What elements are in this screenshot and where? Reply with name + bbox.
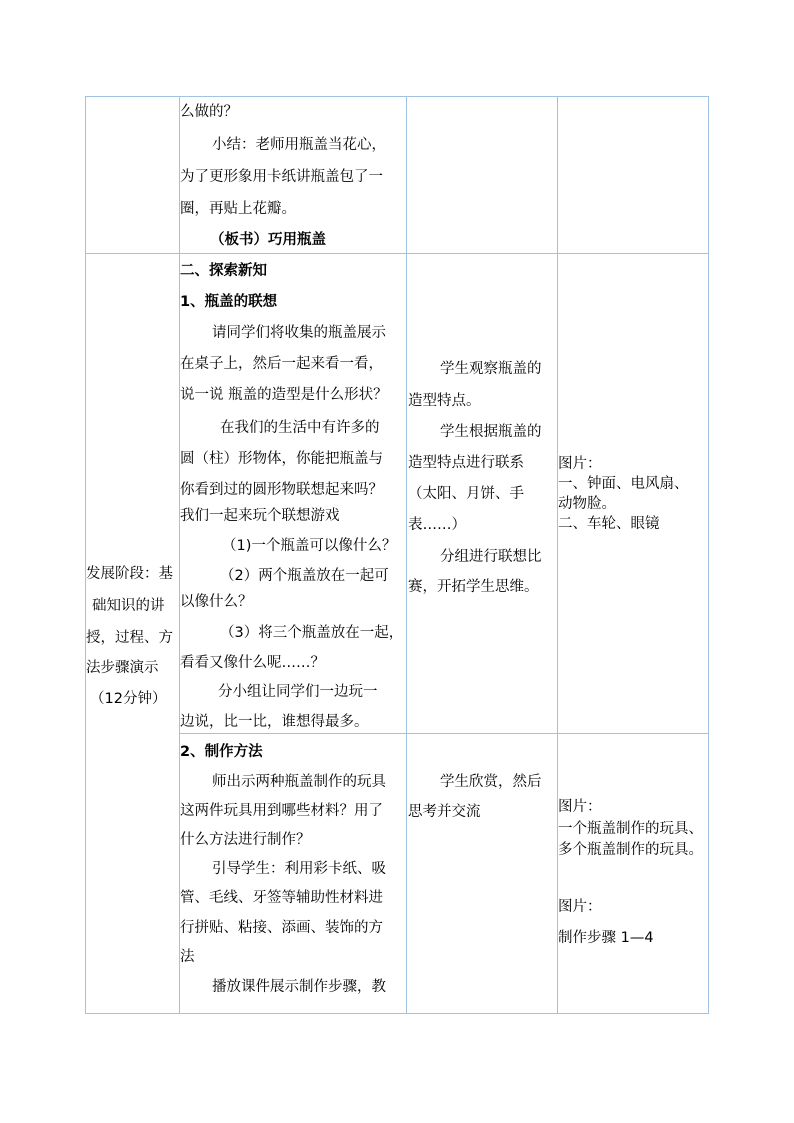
- column-divider-1: [179, 96, 180, 1014]
- content-line: 你看到过的圆形物联想起来吗？: [180, 482, 383, 498]
- blackboard-title: （板书）巧用瓶盖: [210, 232, 326, 248]
- content-line: 以像什么？: [180, 594, 253, 610]
- student-activity-line: 分组进行联想比: [440, 549, 542, 565]
- content-line: 圆（柱）形物体，你能把瓶盖与: [180, 451, 383, 467]
- stage-label: 发展阶段：基: [86, 566, 173, 582]
- media-line: 一、钟面、电风扇、: [558, 476, 689, 492]
- content-line: 播放课件展示制作步骤，教: [212, 979, 386, 995]
- content-line: 法: [180, 949, 195, 965]
- media-line: 一个瓶盖制作的玩具、: [558, 821, 703, 837]
- content-line: （1)一个瓶盖可以像什么？: [222, 538, 397, 554]
- media-line: 图片：: [558, 799, 602, 815]
- student-activity-line: （太阳、月饼、手: [408, 486, 524, 502]
- subsection-heading: 1、瓶盖的联想: [180, 294, 278, 310]
- content-line: 小结：老师用瓶盖当花心，: [212, 137, 386, 153]
- content-line: 我们一起来玩个联想游戏: [180, 508, 340, 524]
- content-line: 分小组让同学们一边玩一: [218, 684, 378, 700]
- student-activity-line: 造型特点进行联系: [408, 455, 524, 471]
- stage-label: 授，过程、方: [86, 630, 173, 646]
- content-line: 这两件玩具用到哪些材料？用了: [180, 803, 383, 819]
- media-line: 图片：: [558, 456, 602, 472]
- student-activity-line: 赛，开拓学生思维。: [408, 579, 539, 595]
- column-divider-3: [557, 96, 558, 1014]
- media-line: 动物脸。: [558, 496, 616, 512]
- content-line: （2）两个瓶盖放在一起可: [220, 568, 389, 584]
- content-line: （3）将三个瓶盖放在一起，: [220, 625, 404, 641]
- content-line: 在我们的生活中有许多的: [220, 420, 380, 436]
- section-heading: 二、探索新知: [180, 263, 267, 279]
- student-activity-line: 思考并交流: [408, 804, 481, 820]
- student-activity-line: 学生根据瓶盖的: [440, 424, 542, 440]
- student-activity-line: 造型特点。: [408, 393, 481, 409]
- student-activity-line: 学生欣赏，然后: [440, 774, 542, 790]
- subsection-heading: 2、制作方法: [180, 744, 263, 760]
- table-border-right: [708, 96, 709, 1014]
- content-line: 为了更形象用卡纸讲瓶盖包了一: [180, 169, 383, 185]
- stage-duration: （12分钟）: [90, 691, 167, 707]
- content-line: 管、毛线、牙签等辅助性材料进: [180, 890, 383, 906]
- content-line: 么做的？: [180, 104, 238, 120]
- content-line: 行拼贴、粘接、添画、装饰的方: [180, 920, 383, 936]
- content-line: 圈，再贴上花瓣。: [180, 201, 296, 217]
- student-activity-line: 学生观察瓶盖的: [440, 361, 542, 377]
- table-border-left: [85, 96, 86, 1014]
- content-line: 在桌子上，然后一起来看一看，: [180, 356, 383, 372]
- content-line: 看看又像什么呢……？: [180, 655, 325, 671]
- media-line: 二、车轮、眼镜: [558, 516, 660, 532]
- stage-label: 础知识的讲: [92, 598, 165, 614]
- content-line: 边说，比一比，谁想得最多。: [180, 714, 369, 730]
- media-line: 图片：: [558, 899, 602, 915]
- content-line: 请同学们将收集的瓶盖展示: [212, 325, 386, 341]
- column-divider-2: [406, 96, 407, 1014]
- content-line: 引导学生：利用彩卡纸、吸: [212, 861, 386, 877]
- content-line: 说一说 瓶盖的造型是什么形状？: [180, 387, 388, 403]
- stage-label: 法步骤演示: [86, 660, 159, 676]
- media-line: 制作步骤 1—4: [558, 930, 654, 946]
- media-line: 多个瓶盖制作的玩具。: [558, 842, 703, 858]
- content-line: 师出示两种瓶盖制作的玩具: [212, 774, 386, 790]
- student-activity-line: 表……）: [408, 517, 466, 533]
- content-line: 什么方法进行制作？: [180, 832, 311, 848]
